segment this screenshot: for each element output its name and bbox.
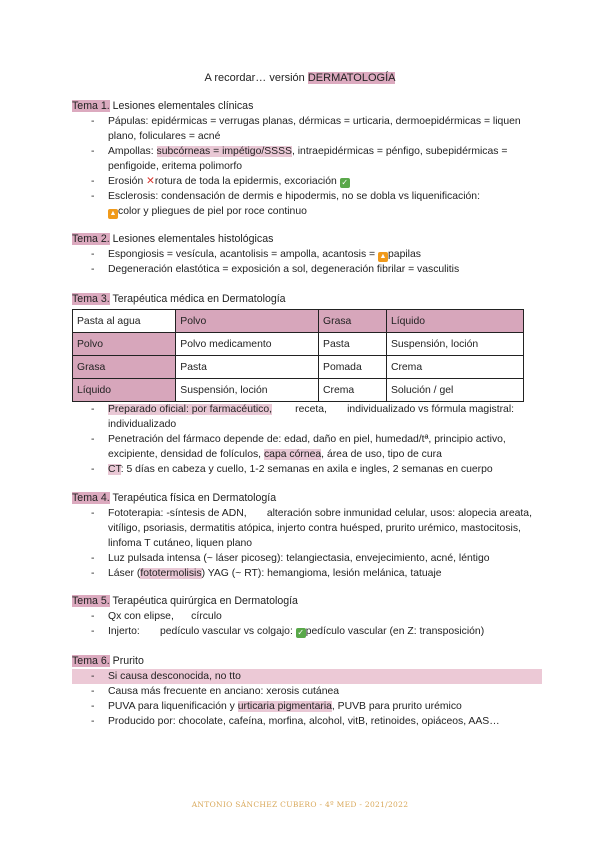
table-cell: Líquido <box>73 379 176 402</box>
list-item: - Causa más frecuente en anciano: xerosis cutánea <box>108 684 542 699</box>
list-item: - CT: 5 días en cabeza y cuello, 1-2 semanas en axila e ingles, 2 semanas en cuerpo <box>108 462 542 477</box>
list-item: - Degeneración elastótica = exposición a sol, degeneración fibrilar = vasculitis <box>108 262 542 277</box>
up-arrow-icon: ▲ <box>109 210 117 217</box>
list-item: - Erosión ✕rotura de toda la epidermis, excoriación ✓ <box>108 174 542 189</box>
section-tema-2 <box>72 232 542 277</box>
section-tema-3 <box>72 292 542 477</box>
bullet-list <box>72 609 542 639</box>
cross-mark-icon: ✕ <box>146 176 155 187</box>
section-heading: Tema 5. Terapéutica quirúrgica en Dermatología <box>72 595 298 607</box>
list-item: - Láser (fototermolisis) YAG (~ RT): hemangioma, lesión melánica, tatuaje <box>108 566 542 581</box>
title-highlight: DERMATOLOGÍA <box>307 72 396 84</box>
page-title: A recordar… versión DERMATOLOGÍA <box>204 72 396 84</box>
bullet-list <box>72 402 542 477</box>
section-tema-4 <box>72 491 542 581</box>
check-mark-icon: ✓ <box>341 178 349 187</box>
section-heading: Tema 3. Terapéutica médica en Dermatología <box>72 293 286 305</box>
list-item: - Luz pulsada intensa (~ láser picoseg): telangiectasia, envejecimiento, acné, léntigo <box>108 551 542 566</box>
section-heading: Tema 4. Terapéutica física en Dermatología <box>72 492 277 504</box>
list-item: - Preparado oficial: por farmacéutico, receta, individualizado vs fórmula magistral: individualizado <box>108 402 542 432</box>
check-mark-icon: ✓ <box>297 628 305 637</box>
table-row <box>73 379 524 402</box>
bullet-list <box>72 114 542 219</box>
list-item: - Qx con elipse, círculo <box>108 609 542 624</box>
table-cell: Polvo <box>176 310 319 333</box>
list-item: - Espongiosis = vesícula, acantolisis = ampolla, acantosis = ▲ papilas <box>108 247 542 262</box>
formulation-table <box>72 309 524 402</box>
list-item: - Pápulas: epidérmicas = verrugas planas, dérmicas = urticaria, dermoepidérmicas = liquen plano, foliculares = acné <box>108 114 542 144</box>
table-cell: Pasta <box>319 333 387 356</box>
section-tema-1 <box>72 99 542 219</box>
table-row <box>73 333 524 356</box>
up-arrow-icon: ▲ <box>379 253 387 260</box>
section-heading: Tema 2. Lesiones elementales histológicas <box>72 233 274 245</box>
section-heading: Tema 1. Lesiones elementales clínicas <box>72 100 254 112</box>
table-cell: Pomada <box>319 356 387 379</box>
list-item: - Si causa desconocida, no tto <box>72 669 542 684</box>
list-item: - Ampollas: subcórneas = impétigo/SSSS, intraepidérmicas = pénfigo, subepidérmicas = penfigoide, eritema polimorfo <box>108 144 542 174</box>
list-item: - Penetración del fármaco depende de: edad, daño en piel, humedad/tª, principio activo, excipiente, densidad de folículos, capa córnea, área de uso, tipo de cura <box>108 432 542 462</box>
list-item: - Injerto: pedículo vascular vs colgajo: ✓ pedículo vascular (en Z: transposición) <box>108 624 542 639</box>
table-cell: Crema <box>386 356 523 379</box>
table-cell: Pasta al agua <box>73 310 176 333</box>
table-cell: Crema <box>319 379 387 402</box>
table-header-row <box>73 310 524 333</box>
list-item: - Producido por: chocolate, cafeína, morfina, alcohol, vitB, retinoides, opiáceos, AAS… <box>108 714 542 729</box>
section-tema-6 <box>72 654 542 729</box>
bullet-list <box>72 669 542 729</box>
table-cell: Suspensión, loción <box>386 333 523 356</box>
table-cell: Pasta <box>176 356 319 379</box>
list-item: - PUVA para liquenificación y urticaria pigmentaria, PUVB para prurito urémico <box>108 699 542 714</box>
table-cell: Grasa <box>319 310 387 333</box>
table-cell: Suspensión, loción <box>176 379 319 402</box>
table-cell: Líquido <box>386 310 523 333</box>
list-item: - Fototerapia: -síntesis de ADN, alteración sobre inmunidad celular, usos: alopecia areata, vitíligo, psoriasis, dermatitis atópica, injerto contra huésped, prurito urémico, mastocitosis, linfoma T cutáneo, liquen plano <box>108 506 542 551</box>
table-cell: Solución / gel <box>386 379 523 402</box>
table-cell: Grasa <box>73 356 176 379</box>
bullet-list <box>72 247 542 277</box>
table-cell: Polvo <box>73 333 176 356</box>
table-cell: Polvo medicamento <box>176 333 319 356</box>
table-row <box>73 356 524 379</box>
list-item: - Esclerosis: condensación de dermis e hipodermis, no se dobla vs liquenificación: ▲ color y pliegues de piel por roce continuo <box>108 189 542 219</box>
section-heading: Tema 6. Prurito <box>72 655 144 667</box>
bullet-list <box>72 506 542 581</box>
section-tema-5 <box>72 594 542 639</box>
footer-author: ANTONIO SÁNCHEZ CUBERO - 4º MED - 2021/2022 <box>191 800 409 809</box>
